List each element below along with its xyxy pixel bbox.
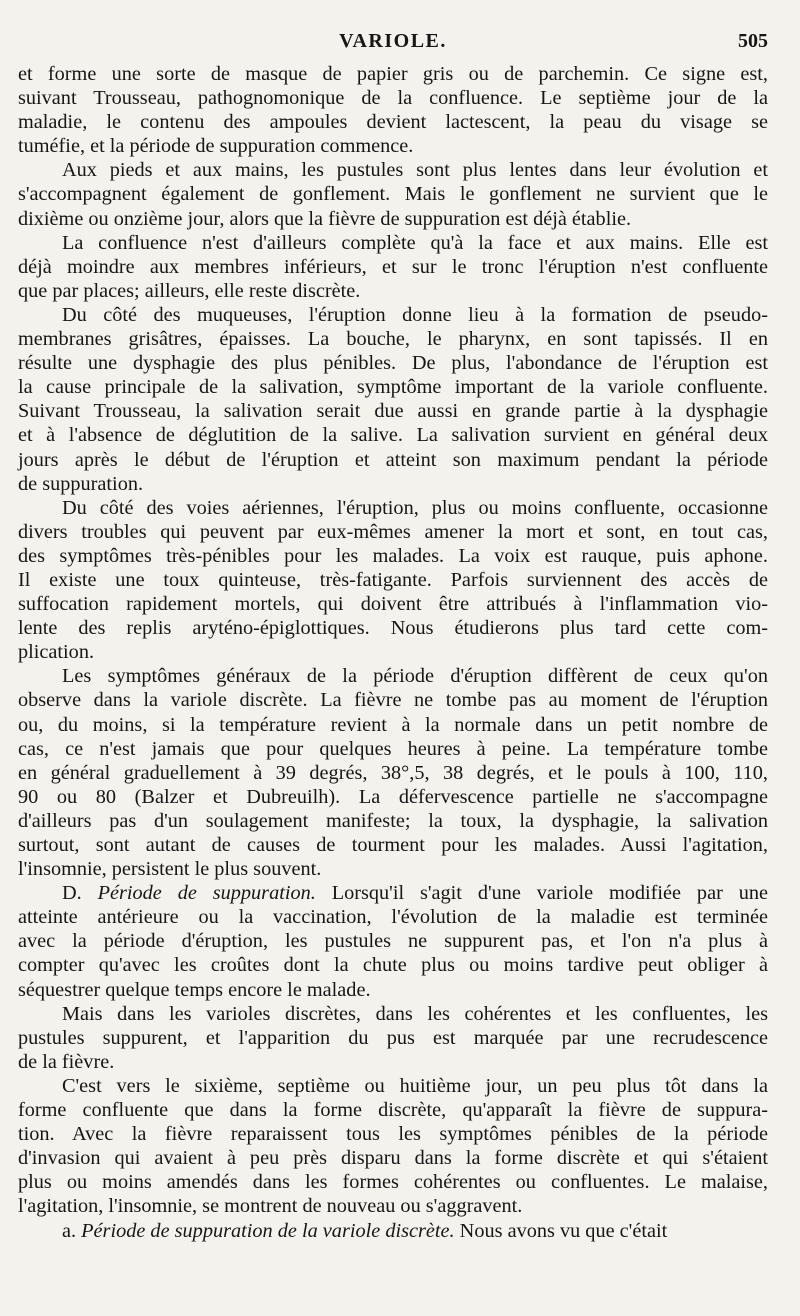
text-line: séquestrer quelque temps encore le malade. bbox=[18, 978, 371, 1001]
text-line bbox=[18, 1219, 768, 1243]
text-line: déjà moindre aux membres inférieurs, et sur le tronc l'éruption n'est confluente bbox=[18, 255, 768, 278]
text-line: d'ailleurs pas d'un soulagement manifeste; la toux, la dysphagie, la salivation bbox=[18, 809, 768, 832]
paragraph bbox=[18, 664, 768, 881]
text-line: 90 ou 80 (Balzer et Dubreuilh). La défervescence partielle ne s'accompagne bbox=[18, 785, 768, 808]
line-text: Lorsqu'il s'agit d'une variole modifiée par une bbox=[315, 882, 768, 905]
text-line: tuméfie, et la période de suppuration commence. bbox=[18, 135, 414, 158]
text-line: Du côté des voies aériennes, l'éruption, plus ou moins confluente, occasionne bbox=[62, 496, 768, 519]
text-line: de la fièvre. bbox=[18, 1050, 115, 1073]
text-line: ou, du moins, si la température revient à la normale dans un petit nombre de bbox=[18, 713, 768, 736]
text-line: et forme une sorte de masque de papier gris ou de parchemin. Ce signe est, bbox=[18, 63, 768, 85]
text-line: compter qu'avec les croûtes dont la chute plus ou moins tardive peut obliger à bbox=[18, 954, 768, 977]
text-line: s'accompagnent également de gonflement. Mais le gonflement ne survient que le bbox=[18, 183, 768, 206]
text-line: pustules suppurent, et l'apparition du pus est marquée par une recrudescence bbox=[18, 1026, 768, 1049]
text-line: l'agitation, l'insomnie, se montrent de nouveau ou s'aggravent. bbox=[18, 1195, 523, 1218]
text-line: Il existe une toux quinteuse, très-fatigante. Parfois surviennent des accès de bbox=[18, 568, 768, 591]
section-heading: Période de suppuration. bbox=[97, 882, 316, 905]
body-text bbox=[18, 62, 768, 1243]
text-line: suffocation rapidement mortels, qui doivent être attribués à l'inflammation vio- bbox=[18, 593, 768, 616]
text-line: la cause principale de la salivation, symptôme important de la variole confluente. bbox=[18, 376, 768, 399]
text-line: jours après le début de l'éruption et atteint son maximum pendant la période bbox=[18, 448, 768, 471]
paragraph bbox=[18, 158, 768, 230]
text-line: observe dans la variole discrète. La fièvre ne tombe pas au moment de l'éruption bbox=[18, 689, 768, 712]
text-line: atteinte antérieure ou la vaccination, l'évolution de la maladie est terminée bbox=[18, 906, 768, 929]
text-line bbox=[18, 881, 768, 905]
text-line: lente des replis aryténo-épiglottiques. Nous étudierons plus tard cette com- bbox=[18, 617, 768, 640]
line-text: Nous avons vu que c'était bbox=[454, 1219, 668, 1242]
paragraph bbox=[18, 881, 768, 1001]
paragraph bbox=[18, 231, 768, 303]
paragraph bbox=[18, 496, 768, 665]
section-heading: Période de suppuration de la variole discrète. bbox=[81, 1219, 455, 1242]
paragraph bbox=[18, 1074, 768, 1219]
text-line: tion. Avec la fièvre reparaissent tous les symptômes pénibles de la période bbox=[18, 1123, 768, 1146]
text-line: Suivant Trousseau, la salivation serait due aussi en grande partie à la dysphagie bbox=[18, 400, 768, 423]
text-line: Aux pieds et aux mains, les pustules sont plus lentes dans leur évolution et bbox=[62, 159, 768, 182]
text-line: C'est vers le sixième, septième ou huitième jour, un peu plus tôt dans la bbox=[62, 1074, 768, 1097]
text-line: membranes grisâtres, épaisses. La bouche, le pharynx, en sont tapissés. Il en bbox=[18, 328, 768, 351]
text-line: plus ou moins amendés dans les formes cohérentes ou confluentes. Le malaise, bbox=[18, 1171, 768, 1194]
text-line: l'insomnie, persistent le plus souvent. bbox=[18, 858, 322, 881]
text-line: plication. bbox=[18, 641, 95, 664]
text-line: et à l'absence de déglutition de la salive. La salivation survient en général deux bbox=[18, 424, 768, 447]
paragraph bbox=[18, 303, 768, 496]
section-marker: D. bbox=[62, 882, 98, 905]
text-line: cas, ce n'est jamais que pour quelques heures à peine. La température tombe bbox=[18, 737, 768, 760]
text-line: maladie, le contenu des ampoules devient lactescent, la peau du visage se bbox=[18, 111, 768, 134]
paragraph bbox=[18, 62, 768, 158]
page-number: 505 bbox=[738, 30, 768, 52]
text-line: Mais dans les varioles discrètes, dans les cohérentes et les confluentes, les bbox=[62, 1002, 768, 1025]
text-line: La confluence n'est d'ailleurs complète qu'à la face et aux mains. Elle est bbox=[62, 231, 768, 254]
text-line: Les symptômes généraux de la période d'éruption diffèrent de ceux qu'on bbox=[62, 665, 768, 688]
text-line: d'invasion qui avaient à peu près disparu dans la forme discrète et qui s'étaient bbox=[18, 1147, 768, 1170]
section-marker: a. bbox=[62, 1219, 82, 1242]
text-line: divers troubles qui peuvent par eux-mêmes amener la mort et sont, en tout cas, bbox=[18, 520, 768, 543]
text-line: suivant Trousseau, pathognomonique de la confluence. Le septième jour de la bbox=[18, 87, 768, 110]
paragraph bbox=[18, 1002, 768, 1074]
text-line: forme confluente que dans la forme discrète, qu'apparaît la fièvre de suppura- bbox=[18, 1099, 768, 1122]
page-header bbox=[18, 30, 768, 58]
text-line: que par places; ailleurs, elle reste discrète. bbox=[18, 279, 361, 302]
text-line: avec la période d'éruption, les pustules ne suppurent pas, et l'on n'a plus à bbox=[18, 930, 768, 953]
text-line: Du côté des muqueuses, l'éruption donne lieu à la formation de pseudo- bbox=[62, 303, 768, 326]
text-line: en général graduellement à 39 degrés, 38°,5, 38 degrés, et le pouls à 100, 110, bbox=[18, 761, 768, 784]
running-title: VARIOLE. bbox=[339, 30, 447, 52]
text-line: résulte une dysphagie des plus pénibles. De plus, l'abondance de l'éruption est bbox=[18, 352, 768, 375]
paragraph bbox=[18, 1219, 768, 1243]
text-line: surtout, sont autant de causes de tourment pour les malades. Aussi l'agitation, bbox=[18, 834, 768, 856]
text-line: dixième ou onzième jour, alors que la fièvre de suppuration est déjà établie. bbox=[18, 207, 632, 230]
text-line: de suppuration. bbox=[18, 472, 144, 495]
text-line: des symptômes très-pénibles pour les malades. La voix est rauque, puis aphone. bbox=[18, 544, 768, 567]
